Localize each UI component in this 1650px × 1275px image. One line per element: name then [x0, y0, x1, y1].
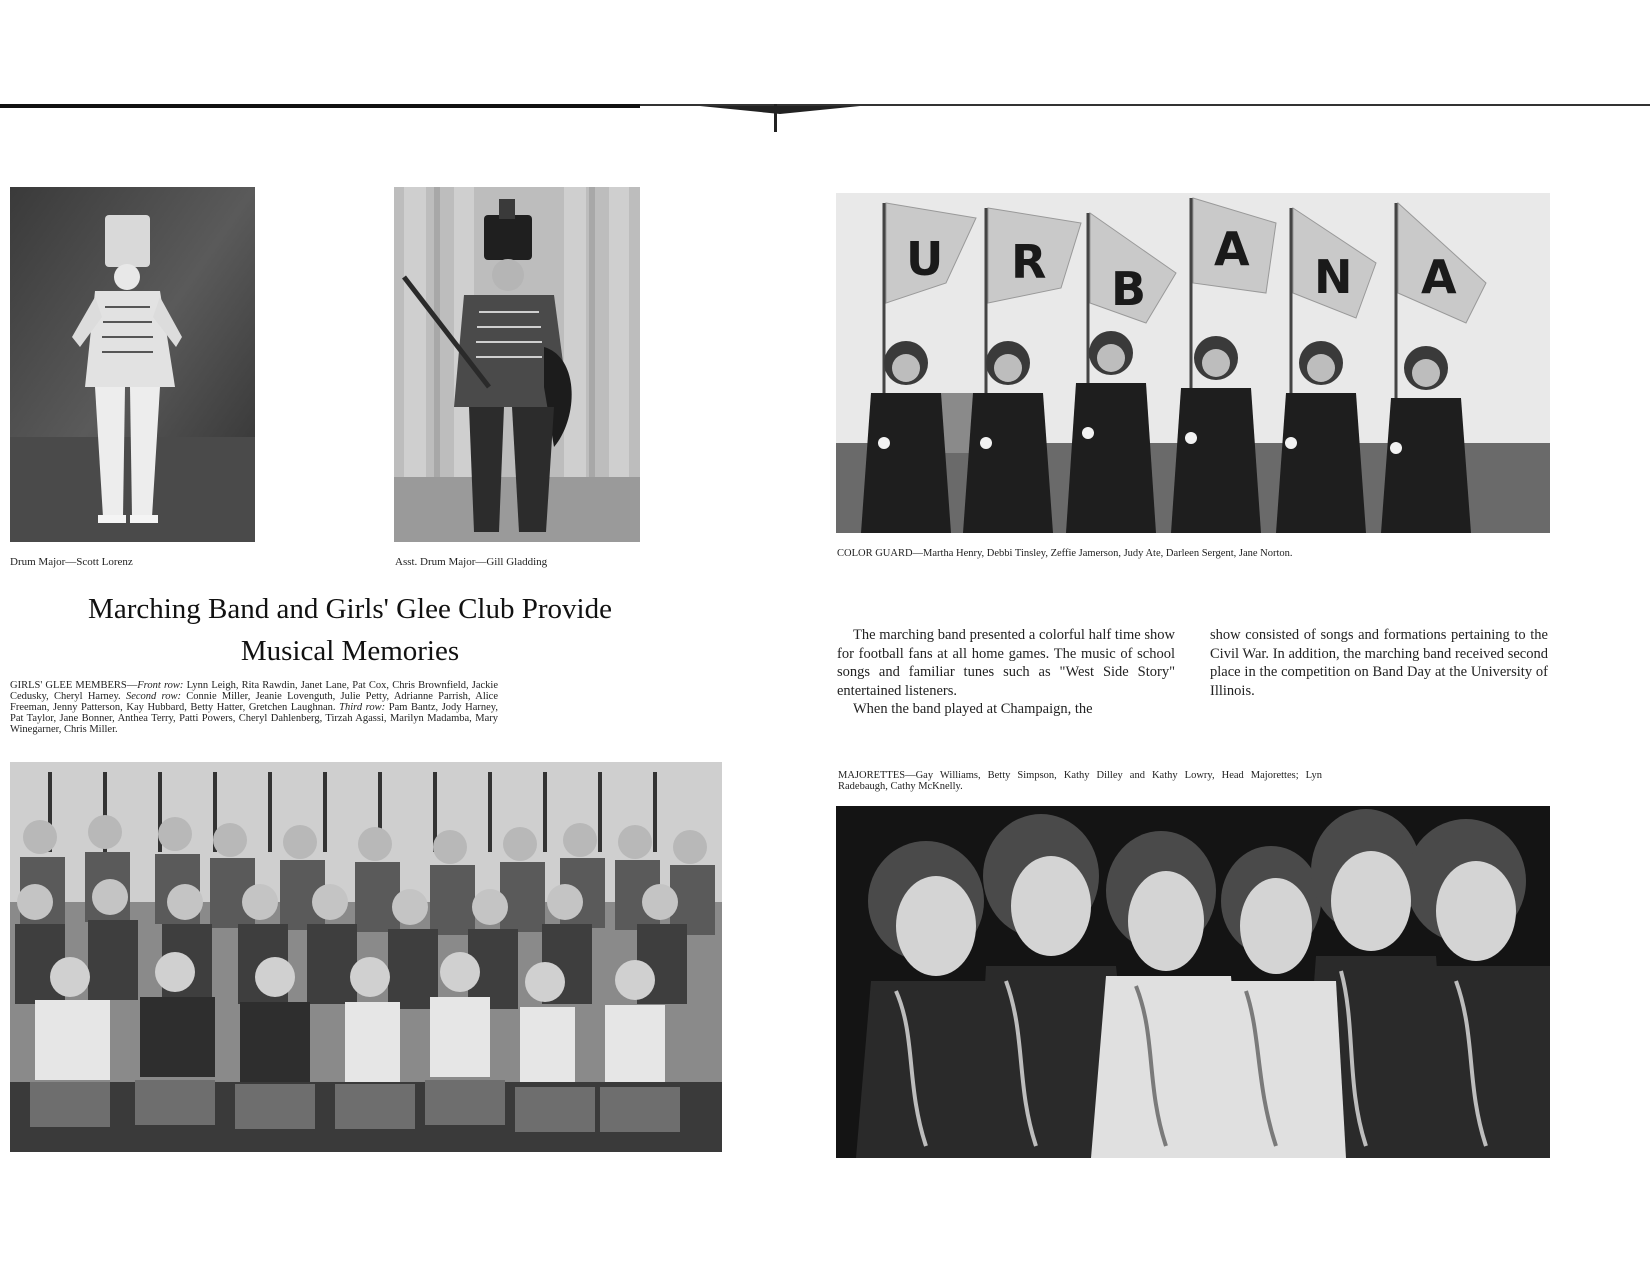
color-guard-photo	[836, 193, 1550, 533]
asst-drum-major-photo	[394, 187, 640, 542]
headline-line-1: Marching Band and Girls' Glee Club Provide	[88, 593, 612, 625]
flag-letter-2: R	[1011, 235, 1047, 289]
drum-major-photo	[10, 187, 255, 542]
glee-club-photo	[10, 762, 722, 1152]
majorettes-caption: MAJORETTES—Gay Williams, Betty Simpson, Kathy Dilley and Kathy Lowry, Head Majorettes; Lyn Radebaugh, Cathy McKnelly.	[838, 770, 1322, 792]
drum-major-caption: Drum Major—Scott Lorenz	[10, 556, 133, 568]
glee-members-caption	[10, 680, 498, 735]
third-row-label: Third row:	[339, 702, 386, 713]
front-row-label: Front row:	[137, 680, 184, 691]
asst-drum-major-caption: Asst. Drum Major—Gill Gladding	[395, 556, 548, 568]
flag-letter-5: N	[1314, 250, 1353, 304]
body-column-1	[837, 626, 1175, 719]
majorettes-photo	[836, 806, 1550, 1158]
book-spine-shadow	[700, 106, 860, 114]
second-row-label: Second row:	[125, 691, 181, 702]
color-guard-caption: COLOR GUARD—Martha Henry, Debbi Tinsley, Zeffie Jamerson, Judy Ate, Darleen Sergent, Jane Norton.	[837, 548, 1293, 559]
body-column-2	[1210, 626, 1548, 700]
flag-letter-4: A	[1214, 222, 1250, 276]
flag-letter-1: U	[906, 232, 944, 286]
flag-letter-3: B	[1111, 262, 1147, 316]
page-top-rule-left	[0, 104, 640, 108]
flag-letter-6: A	[1421, 250, 1457, 304]
glee-caption-label: GIRLS' GLEE MEMBERS—	[10, 680, 138, 691]
page-headline	[40, 588, 660, 672]
body-col1-paragraph-2: When the band played at Champaign, the	[853, 701, 1093, 717]
body-col1-paragraph-1: The marching band presented a colorful half time show for football fans at all home games. The music of school songs and familiar tunes such as "West Side Story" entertained listeners.	[837, 627, 1175, 699]
headline-line-2: Musical Memories	[240, 635, 460, 667]
book-spine-crease	[774, 104, 777, 132]
body-col2-paragraph: show consisted of songs and formations pertaining to the Civil War. In addition, the marching band received second place in the competition on Band Day at the University of Illinois.	[1210, 627, 1548, 699]
second-row-names: Connie Miller, Jeanie Lovenguth, Julie Petty, Adrianne Parrish, Alice Freeman, Jenny Patterson, Kay Hubbard, Betty Hatter, Gretchen Laughnan.	[10, 691, 498, 713]
front-row-names: Lynn Leigh, Rita Rawdin, Janet Lane, Pat Cox, Chris Brownfield, Jackie Cedusky, Cheryl Harney.	[10, 680, 498, 702]
third-row-names: Pam Bantz, Jody Harney, Pat Taylor, Jane Bonner, Anthea Terry, Patti Powers, Cheryl Dahlenberg, Tirzah Agassi, Marilyn Madamba, Mary Winegarner, Chris Miller.	[10, 702, 498, 735]
